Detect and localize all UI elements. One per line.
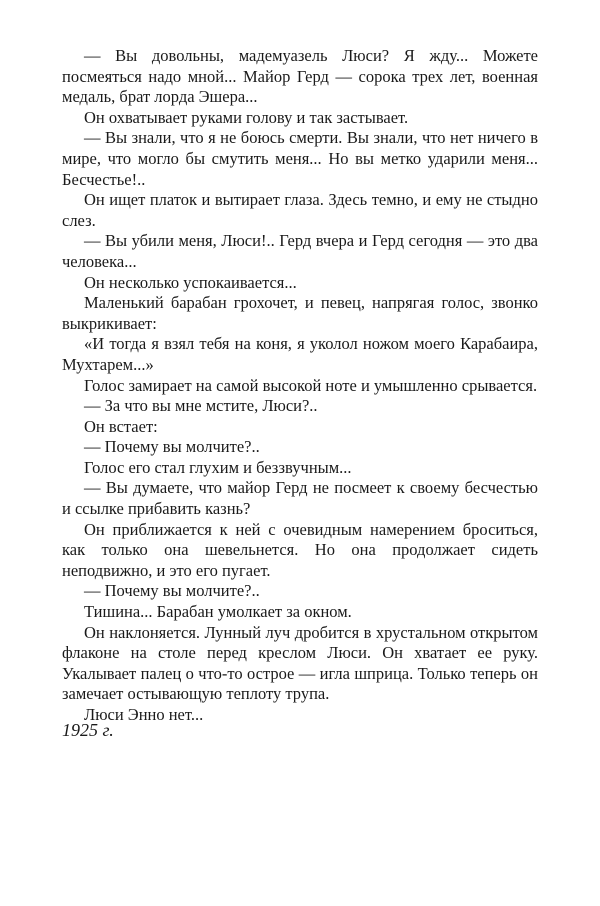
- date-line: 1925 г.: [62, 720, 114, 740]
- paragraph: Он ищет платок и вытирает глаза. Здесь темно, и ему не стыдно слез.: [62, 190, 538, 230]
- paragraph: Тишина... Барабан умолкает за окном.: [84, 602, 352, 622]
- paragraph: — Почему вы молчите?..: [84, 437, 260, 457]
- paragraph: Маленький барабан грохочет, и певец, напрягая голос, звонко выкрикивает:: [62, 293, 538, 333]
- text-body: [62, 46, 538, 726]
- paragraph: Люси Энно нет...: [84, 705, 204, 724]
- paragraph: Он охватывает руками голову и так застывает.: [84, 107, 409, 127]
- paragraph: Он приближается к ней с очевидным намерением броситься, как только она шевельнется. Но она продолжает сидеть неподвижно, и это его пугает.: [62, 519, 538, 580]
- paragraph: — Почему вы молчите?..: [84, 581, 260, 601]
- paragraph: Он встает:: [84, 416, 158, 436]
- paragraph: Он несколько успокаивается...: [84, 272, 297, 292]
- paragraph: «И тогда я взял тебя на коня, я уколол ножом моего Карабаира, Мухтарем...»: [62, 334, 538, 374]
- paragraph: — Вы знали, что я не боюсь смерти. Вы знали, что нет ничего в мире, что могло бы смутить меня... Но вы метко ударили меня... Бесчестье!..: [62, 128, 538, 189]
- paragraph: Голос его стал глухим и беззвучным...: [84, 457, 352, 477]
- paragraph: Он наклоняется. Лунный луч дробится в хрустальном открытом флаконе на столе перед креслом Люси. Он хватает ее руку. Укалывает палец о что-то острое — игла шприца. Только теперь он замечает остывающую теплоту трупа.: [62, 622, 538, 704]
- paragraph: — За что вы мне мстите, Люси?..: [84, 396, 318, 416]
- paragraph: — Вы убили меня, Люси!.. Герд вчера и Герд сегодня — это два человека...: [62, 231, 538, 271]
- paragraph: — Вы довольны, мадемуазель Люси? Я жду... Можете посмеяться надо мной... Майор Герд — сорока трех лет, военная медаль, брат лорда Эшера...: [62, 46, 538, 107]
- paragraph: — Вы думаете, что майор Герд не посмеет к своему бесчестью и ссылке прибавить казнь?: [62, 478, 538, 519]
- paragraph: Голос замирает на самой высокой ноте и умышленно срывается.: [84, 375, 538, 395]
